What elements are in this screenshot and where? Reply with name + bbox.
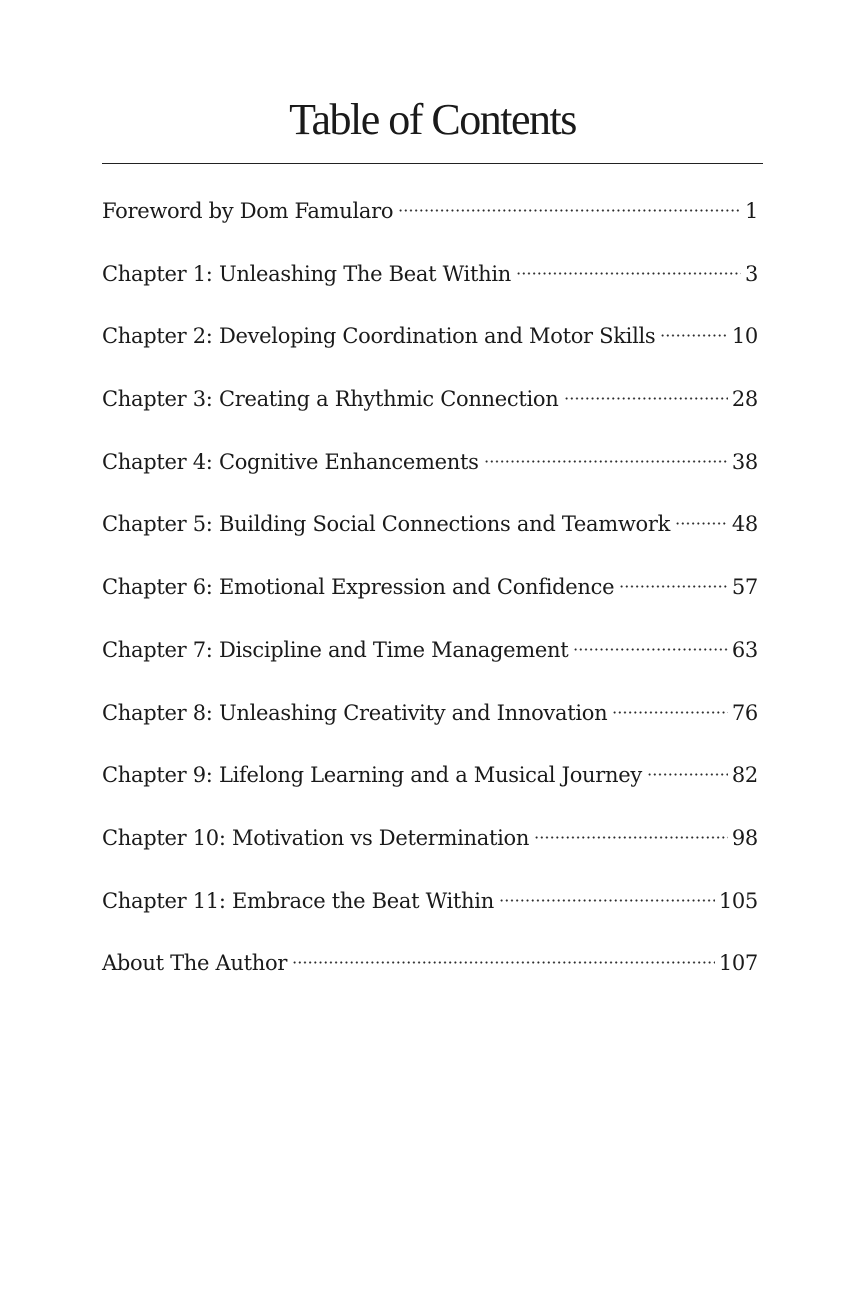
toc-list [102,193,758,1008]
dot-leader [292,961,715,964]
toc-entry-title: Chapter 11: Embrace the Beat Within [102,888,494,913]
title-divider [102,163,763,164]
toc-entry-chapter-8[interactable] [102,695,758,758]
toc-entry-title: Chapter 4: Cognitive Enhancements [102,449,479,474]
toc-entry-page-number: 1 [744,199,758,223]
toc-entry-chapter-9[interactable] [102,757,758,820]
toc-entry-about-author[interactable] [102,945,758,1008]
toc-entry-page-number: 28 [731,387,758,412]
dot-leader [660,334,727,337]
toc-entry-title: Chapter 3: Creating a Rhythmic Connection [102,387,559,412]
toc-entry-chapter-10[interactable] [102,820,758,883]
toc-entry-page-number: 57 [731,575,758,600]
dot-leader [398,209,741,212]
toc-entry-title: Chapter 9: Lifelong Learning and a Musical Journey [102,763,642,788]
toc-entry-chapter-11[interactable] [102,883,758,946]
toc-entry-chapter-6[interactable] [102,569,758,632]
toc-entry-chapter-5[interactable] [102,506,758,569]
dot-leader [573,648,727,651]
toc-entry-page-number: 76 [731,700,758,725]
toc-entry-page-number: 38 [731,449,758,474]
toc-entry-page-number: 10 [731,324,758,349]
toc-entry-foreword[interactable] [102,193,758,256]
dot-leader [564,397,728,400]
toc-entry-title: Chapter 1: Unleashing The Beat Within [102,261,511,286]
toc-entry-chapter-1[interactable] [102,256,758,319]
toc-entry-chapter-4[interactable] [102,444,758,507]
toc-entry-page-number: 63 [731,637,758,662]
toc-entry-title: Chapter 10: Motivation vs Determination [102,825,530,850]
dot-leader [612,711,728,714]
dot-leader [484,460,728,463]
dot-leader [647,773,728,776]
dot-leader [534,836,728,839]
dot-leader [675,522,728,525]
toc-entry-page-number: 98 [731,825,758,850]
toc-entry-title: Chapter 2: Developing Coordination and Motor Skills [102,324,656,349]
toc-entry-chapter-2[interactable] [102,318,758,381]
dot-leader [499,899,715,902]
toc-entry-title: Foreword by Dom Famularo [102,199,394,223]
toc-entry-title: Chapter 8: Unleashing Creativity and Innovation [102,700,608,725]
toc-entry-page-number: 107 [718,951,758,976]
toc-entry-page-number: 3 [744,261,758,286]
toc-entry-page-number: 105 [718,888,758,913]
toc-entry-title: Chapter 7: Discipline and Time Management [102,637,569,662]
toc-entry-title: Chapter 5: Building Social Connections and Teamwork [102,512,671,537]
toc-entry-chapter-7[interactable] [102,632,758,695]
page-title: Table of Contents [289,95,576,144]
toc-entry-title: About The Author [102,951,288,976]
dot-leader [619,585,728,588]
toc-entry-page-number: 82 [731,763,758,788]
toc-entry-chapter-3[interactable] [102,381,758,444]
dot-leader [516,272,741,275]
toc-entry-page-number: 48 [731,512,758,537]
toc-entry-title: Chapter 6: Emotional Expression and Confidence [102,575,615,600]
